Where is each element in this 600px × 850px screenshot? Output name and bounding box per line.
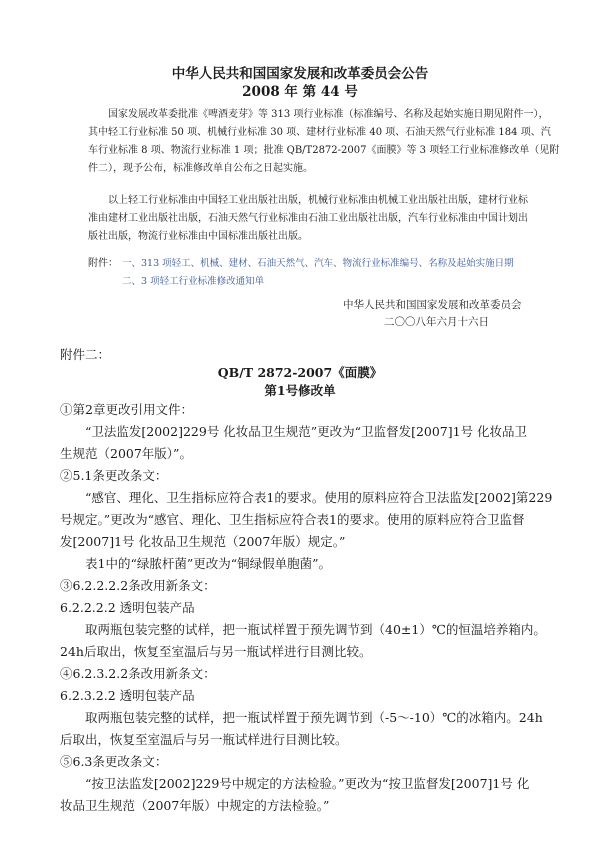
body-line: 号规定。”更改为“感官、理化、卫生指标应符合表1的要求。使用的原料应符合卫监督 [60,512,525,527]
appendix-label: 附件二： [60,347,111,362]
paragraph-line: 车行业标准 8 项、物流行业标准 1 项；批准 QB/T2872-2007《面膜》等 3 项轻工行业标准修改单（见附 [88,145,560,156]
issuer: 中华人民共和国国家发展和改革委员会 [343,299,522,311]
body-line: 发[2007]1号 化妆品卫生规范（2007年版）规定。” [60,534,346,549]
body-line: 表1中的“绿脓杆菌”更改为“铜绿假单胞菌”。 [85,556,332,571]
paragraph-line: 其中轻工行业标准 50 项、机械行业标准 30 项、建材行业标准 40 项、石油天然气行业标准 184 项、汽 [88,127,551,138]
announcement-title: 中华人民共和国国家发展和改革委员会公告 [171,66,429,82]
body-line: ①第2章更改引用文件： [60,402,193,417]
announcement-number: 2008 年 第 44 号 [242,84,358,100]
body-line: “按卫法监发[2002]229号中规定的方法检验。”更改为“按卫监督发[2007]1号 化 [85,776,530,791]
announcement-paragraph-1 [88,106,559,178]
amendment-body [60,399,560,817]
body-line: 取两瓶包装完整的试样，把一瓶试样置于预先调节到（-5～-10）℃的冰箱内。24h [85,710,543,725]
body-line: 后取出，恢复至室温后与另一瓶试样进行目测比较。 [60,732,348,747]
body-line: 6.2.2.2.2 透明包装产品 [60,600,195,615]
attachment-link-2[interactable]: 二、3 项轻工行业标准修改通知单 [122,276,265,287]
attachments-label: 附件： [88,258,118,269]
body-line: ②5.1条更改条文： [60,468,168,483]
standard-title: QB/T 2872-2007《面膜》 [217,365,383,380]
body-line: “感官、理化、卫生指标应符合表1的要求。使用的原料应符合卫法监发[2002]第229 [85,490,553,505]
paragraph-line: 以上轻工行业标准由中国轻工业出版社出版，机械行业标准由机械工业出版社出版，建材行业标 [108,195,528,206]
amendment-sheet-title: 第1号修改单 [264,383,336,398]
body-line: 24h后取出，恢复至室温后与另一瓶试样进行目测比较。 [60,644,372,659]
paragraph-line: 版社出版，物流行业标准由中国标准出版社出版。 [88,231,308,242]
body-line: “卫法监发[2002]229号 化妆品卫生规范”更改为“卫监督发[2007]1号 化妆品卫 [85,424,528,439]
body-line: ⑤6.3条更改条文： [60,754,168,769]
body-line: 妆品卫生规范（2007年版）中规定的方法检验。” [60,798,330,813]
announcement-paragraph-2 [88,192,528,246]
body-line: 生规范（2007年版）”。 [60,446,192,461]
paragraph-line: 件二），现予公布，标准修改单自公布之日起实施。 [88,163,313,174]
body-line: 6.2.3.2.2 透明包装产品 [60,688,195,703]
body-line: 取两瓶包装完整的试样，把一瓶试样置于预先调节到（40±1）℃的恒温培养箱内。 [85,622,546,637]
body-line: ③6.2.2.2.2条改用新条文： [60,578,216,593]
paragraph-line: 准由建材工业出版社出版，石油天然气行业标准由石油工业出版社出版，汽车行业标准由中国计划出 [88,213,528,224]
issue-date: 二〇〇八年六月十六日 [384,316,489,328]
attachment-link-1[interactable]: 一、313 项轻工、机械、建材、石油天然气、汽车、物流行业标准编号、名称及起始实施日期 [122,258,514,269]
paragraph-line: 国家发展改革委批准《啤酒麦芽》等 313 项行业标准（标准编号、名称及起始实施日期见附件一）， [108,109,549,120]
body-line: ④6.2.3.2.2条改用新条文： [60,666,216,681]
